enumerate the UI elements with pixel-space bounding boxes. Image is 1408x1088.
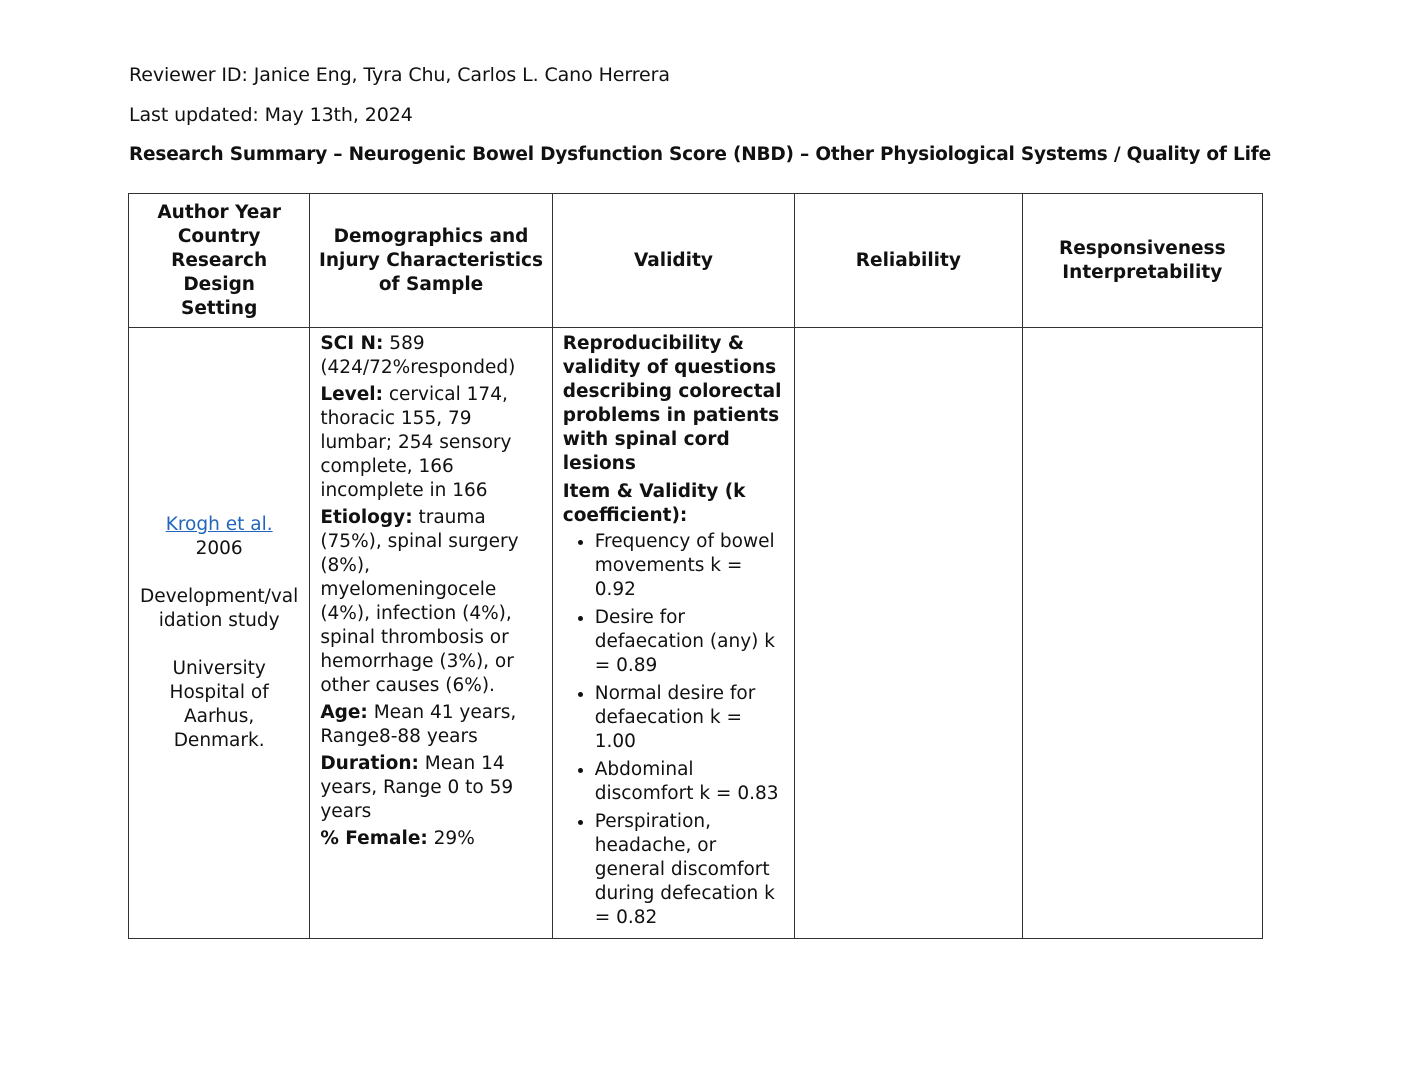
study-design: Development/validation study [140, 586, 299, 631]
cell-reliability [795, 328, 1022, 939]
validity-subtitle: Item & Validity (k coefficient): [562, 481, 746, 526]
demo-item: Duration: Mean 14 years, Range 0 to 59 years [320, 753, 514, 822]
research-summary-table [128, 193, 1263, 939]
study-setting: University Hospital of Aarhus, Denmark. [169, 658, 269, 751]
header-author-line: Country [177, 225, 261, 247]
header-validity: Validity [552, 194, 794, 328]
cell-responsiveness [1022, 328, 1262, 939]
reviewer-id: Reviewer ID: Janice Eng, Tyra Chu, Carlos L. Cano Herrera [129, 64, 670, 86]
cell-author [129, 328, 310, 939]
table-row [129, 328, 1263, 939]
demo-item: % Female: 29% [320, 828, 475, 849]
header-author-line: Setting [181, 297, 258, 319]
list-item: • Perspiration, headache, or general discomfort during defecation k = 0.82 [595, 810, 786, 930]
demo-item: Age: Mean 41 years, Range8-88 years [320, 702, 517, 747]
header-demographics: Demographics and Injury Characteristics of Sample [310, 194, 552, 328]
header-reliability: Reliability [795, 194, 1022, 328]
cell-demographics [310, 328, 552, 939]
table-header-row [129, 194, 1263, 328]
header-author-line: Author Year [157, 201, 281, 223]
list-item: • Abdominal discomfort k = 0.83 [595, 758, 786, 806]
header-author-line: Research [171, 249, 268, 271]
study-year: 2006 [195, 538, 243, 559]
list-item: • Desire for defaecation (any) k = 0.89 [595, 606, 786, 678]
demo-item: Level: cervical 174, thoracic 155, 79 lumbar; 254 sensory complete, 166 incomplete in 166 [320, 384, 512, 501]
demo-item: Etiology: trauma (75%), spinal surgery (8%), myelomeningocele (4%), infection (4%), spinal thrombosis or hemorrhage (3%), or other causes (6%). [320, 507, 519, 696]
cell-validity [552, 328, 794, 939]
header-author [129, 194, 310, 328]
header-responsiveness-line: Interpretability [1062, 261, 1223, 283]
list-item: • Normal desire for defaecation k = 1.00 [595, 682, 786, 754]
demo-item: SCI N: 589 (424/72%responded) [320, 333, 516, 378]
author-link[interactable]: Krogh et al. [165, 514, 273, 535]
validity-title: Reproducibility & validity of questions describing colorectal problems in patients with spinal cord lesions [562, 333, 782, 474]
header-author-line: Design [183, 273, 255, 295]
header-responsiveness-line: Responsiveness [1058, 237, 1226, 259]
list-item: • Frequency of bowel movements k = 0.92 [595, 530, 786, 602]
validity-list [563, 530, 786, 930]
last-updated: Last updated: May 13th, 2024 [129, 104, 413, 126]
page-title: Research Summary – Neurogenic Bowel Dysfunction Score (NBD) – Other Physiological Systems / Quality of Life [129, 144, 1271, 165]
header-responsiveness [1022, 194, 1262, 328]
